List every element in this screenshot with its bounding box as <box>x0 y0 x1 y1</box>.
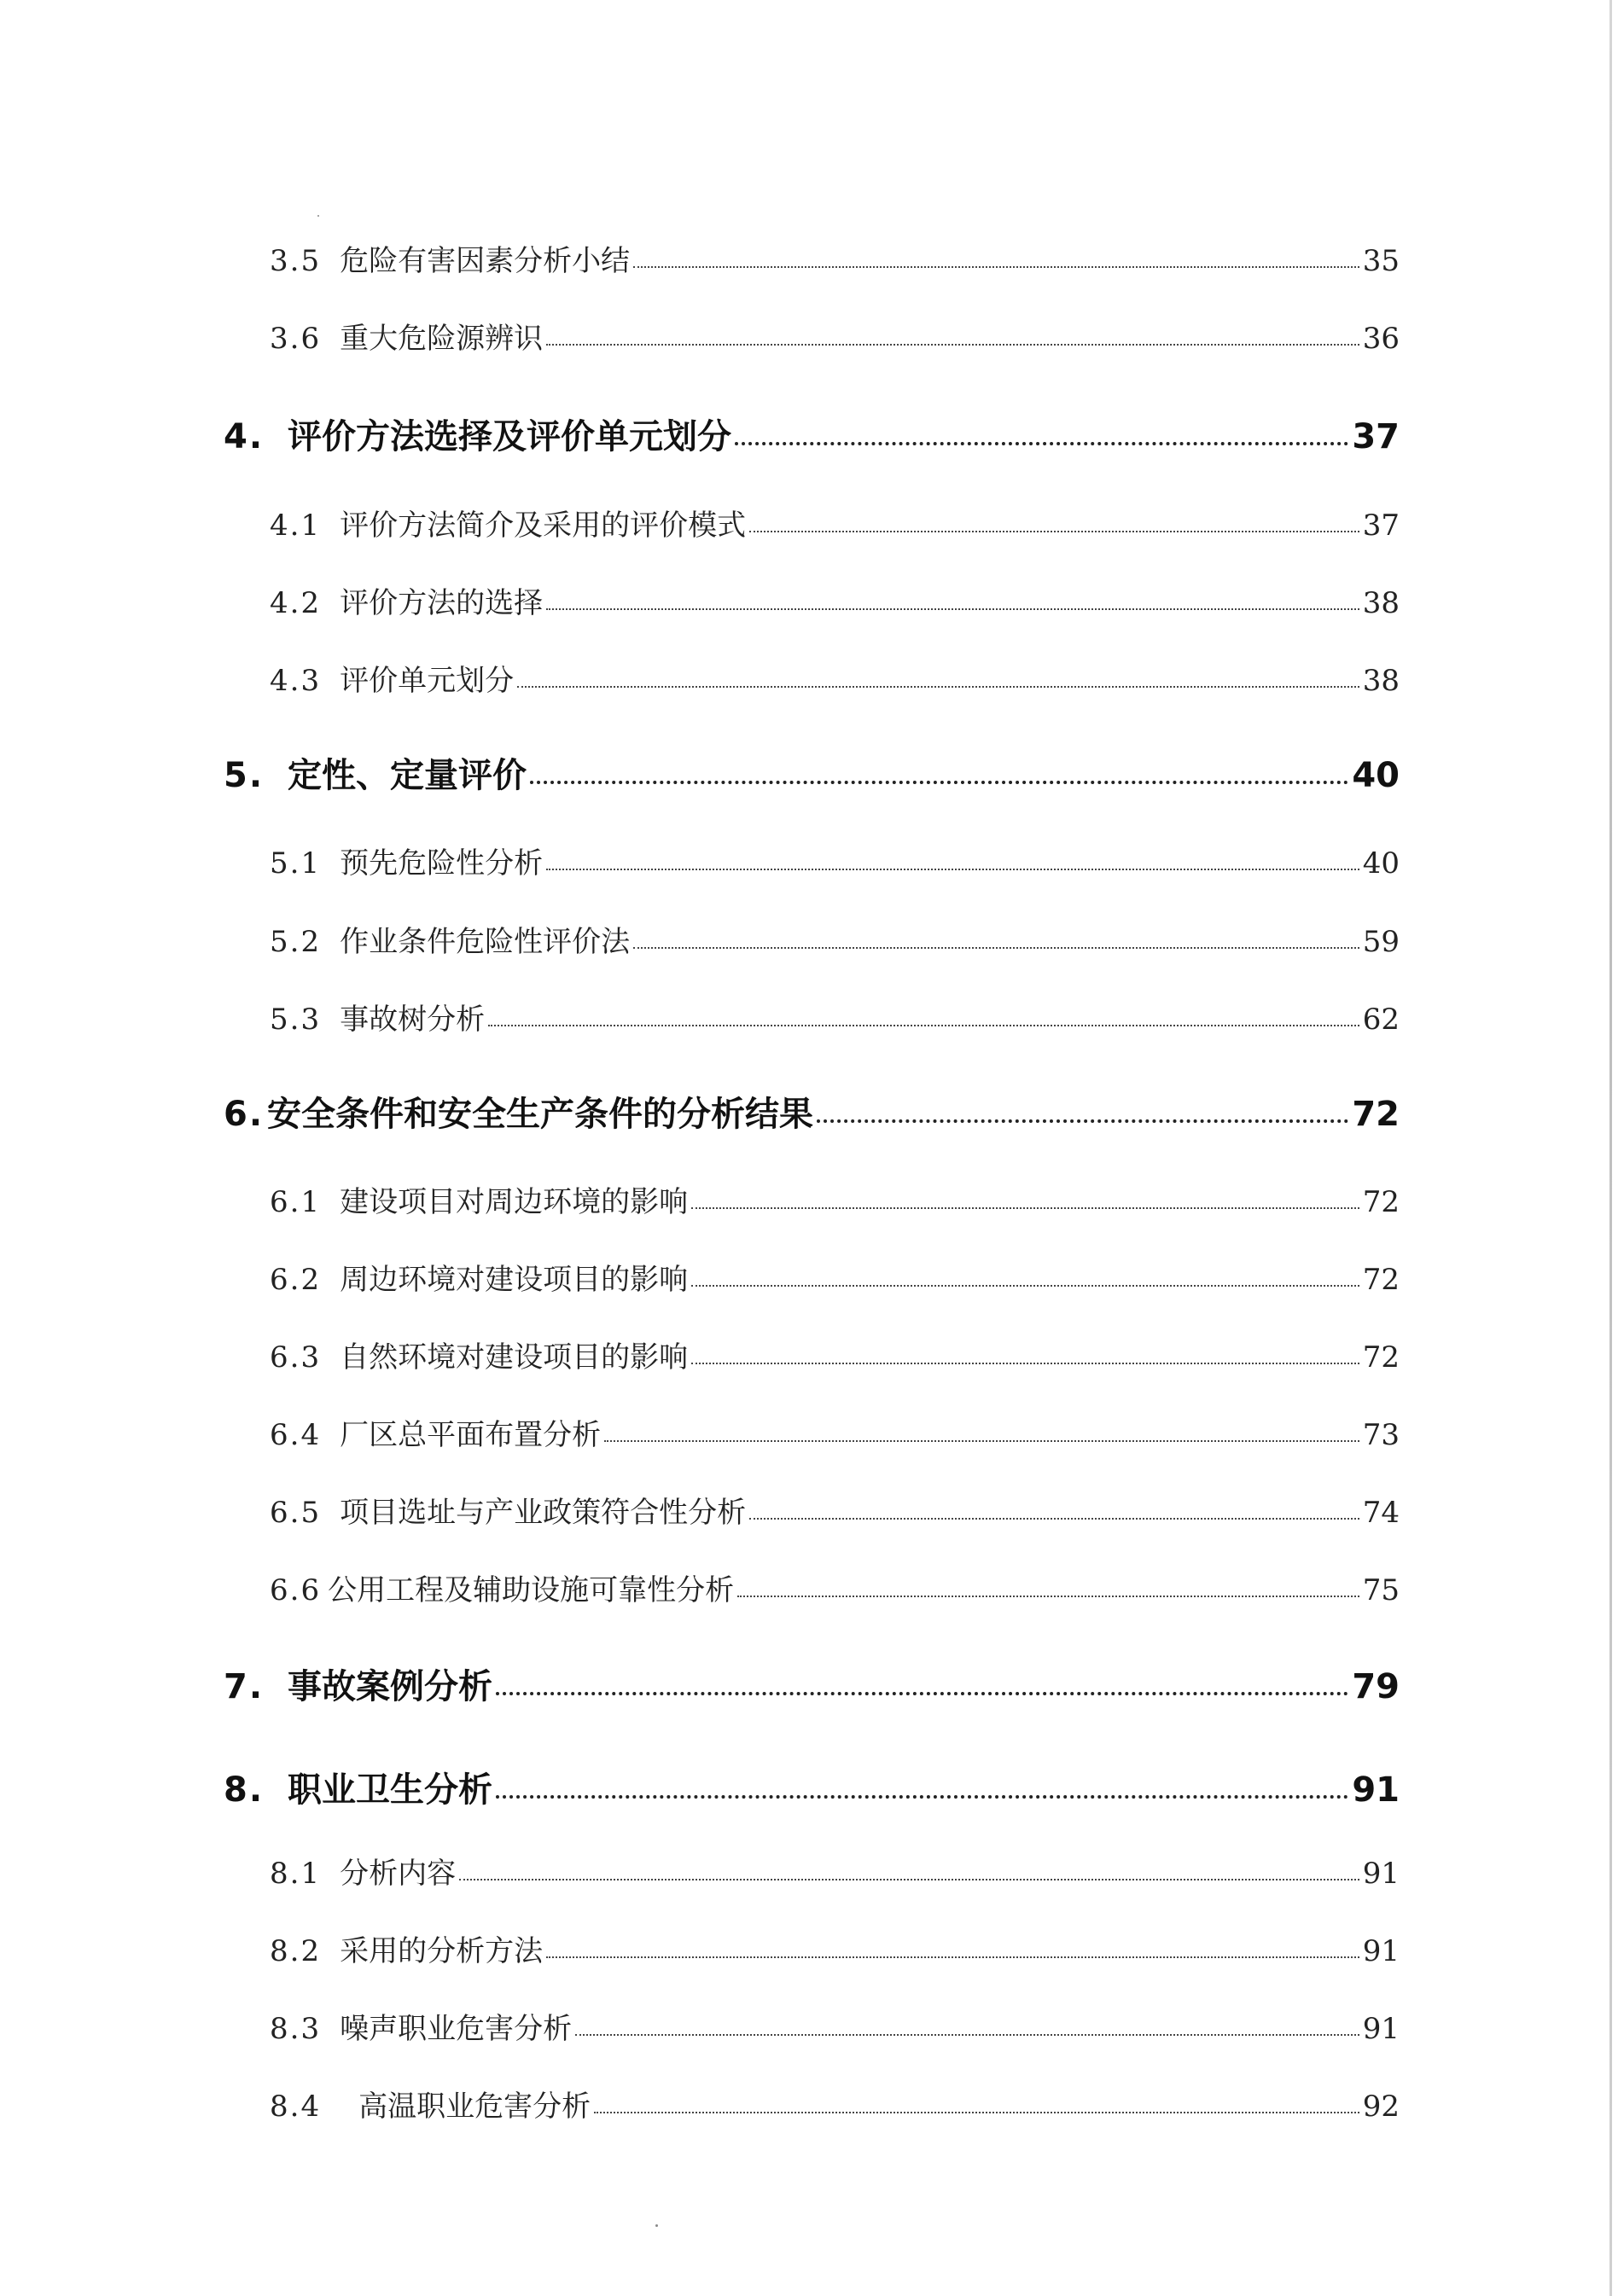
toc-chapter-title: 定性、定量评价 <box>288 756 527 795</box>
toc-entry-3-6[interactable] <box>270 315 1400 357</box>
toc-chapter-6[interactable] <box>224 1087 1400 1136</box>
toc-entry-number: 6.1 <box>270 1185 322 1219</box>
toc-entry-number: 8.1 <box>270 1857 322 1891</box>
toc-entry-title: 重大危险源辨识 <box>340 322 544 356</box>
toc-entry-6-2[interactable] <box>270 1256 1400 1298</box>
toc-entry-page: 91 <box>1362 1934 1400 1968</box>
toc-chapter-number: 5. <box>224 756 265 795</box>
toc-entry-number: 6.5 <box>270 1496 322 1530</box>
toc-entry-number: 6.4 <box>270 1418 322 1452</box>
toc-entry-number: 4.2 <box>270 586 322 620</box>
toc-entry-number: 8.2 <box>270 1934 322 1968</box>
toc-entry-page: 72 <box>1362 1185 1400 1219</box>
dot-leader <box>691 1285 1359 1287</box>
dot-leader <box>488 1025 1359 1026</box>
toc-entry-page: 75 <box>1362 1573 1400 1607</box>
toc-chapter-7[interactable] <box>224 1660 1400 1708</box>
toc-entry-page: 38 <box>1362 586 1400 620</box>
dot-leader <box>737 1596 1359 1597</box>
toc-entry-title: 噪声职业危害分析 <box>340 2012 573 2046</box>
toc-chapter-number: 6. <box>224 1095 265 1134</box>
toc-entry-title: 评价单元划分 <box>340 664 515 698</box>
toc-entry-3-5[interactable] <box>270 237 1400 279</box>
dot-leader <box>817 1119 1348 1123</box>
toc-entry-number: 6.6 <box>270 1573 322 1607</box>
toc-entry-title: 评价方法的选择 <box>340 586 544 620</box>
dot-leader <box>575 2034 1359 2036</box>
toc-entry-title: 厂区总平面布置分析 <box>340 1418 602 1452</box>
toc-chapter-4[interactable] <box>224 410 1400 458</box>
toc-chapter-number: 4. <box>224 417 265 456</box>
toc-entry-number: 3.6 <box>270 322 322 356</box>
dot-leader <box>749 531 1359 532</box>
dot-leader <box>546 869 1359 870</box>
toc-entry-number: 6.3 <box>270 1340 322 1375</box>
dot-leader <box>691 1363 1359 1364</box>
toc-chapter-page: 40 <box>1352 756 1400 795</box>
dot-leader <box>530 781 1348 784</box>
toc-entry-page: 91 <box>1362 2012 1400 2046</box>
toc-chapter-page: 79 <box>1352 1667 1400 1706</box>
dot-leader <box>604 1440 1359 1442</box>
toc-chapter-number: 7. <box>224 1667 265 1706</box>
toc-entry-number: 5.3 <box>270 1003 322 1037</box>
toc-chapter-page: 72 <box>1352 1095 1400 1134</box>
toc-entry-number: 4.3 <box>270 664 322 698</box>
toc-entry-title: 预先危险性分析 <box>340 846 544 881</box>
toc-entry-8-4[interactable] <box>270 2083 1400 2125</box>
toc-entry-number: 8.3 <box>270 2012 322 2046</box>
dot-leader <box>496 1692 1348 1695</box>
toc-entry-page: 72 <box>1362 1340 1400 1375</box>
dot-leader <box>546 1956 1359 1958</box>
toc-entry-8-2[interactable] <box>270 1927 1400 1969</box>
toc-entry-8-3[interactable] <box>270 2005 1400 2047</box>
toc-entry-page: 73 <box>1362 1418 1400 1452</box>
toc-entry-title: 采用的分析方法 <box>340 1934 544 1968</box>
toc-entry-page: 40 <box>1362 846 1400 881</box>
toc-entry-4-2[interactable] <box>270 579 1400 621</box>
dot-leader <box>691 1207 1359 1209</box>
toc-entry-6-5[interactable] <box>270 1489 1400 1531</box>
toc-chapter-number: 8. <box>224 1770 265 1810</box>
toc-entry-page: 91 <box>1362 1857 1400 1891</box>
dot-leader <box>496 1795 1348 1799</box>
dot-leader <box>517 686 1359 688</box>
toc-entry-title: 评价方法简介及采用的评价模式 <box>340 509 747 543</box>
toc-entry-page: 36 <box>1362 322 1400 356</box>
toc-entry-page: 35 <box>1362 244 1400 278</box>
toc-entry-number: 6.2 <box>270 1263 322 1297</box>
toc-entry-title: 分析内容 <box>340 1857 457 1891</box>
toc-entry-5-2[interactable] <box>270 918 1400 960</box>
toc-chapter-title: 安全条件和安全生产条件的分析结果 <box>267 1095 814 1134</box>
toc-entry-5-3[interactable] <box>270 996 1400 1038</box>
toc-entry-6-1[interactable] <box>270 1178 1400 1220</box>
toc-entry-5-1[interactable] <box>270 840 1400 881</box>
toc-entry-title: 周边环境对建设项目的影响 <box>340 1263 689 1297</box>
toc-entry-number: 8.4 <box>270 2090 322 2124</box>
toc-entry-page: 92 <box>1362 2090 1400 2124</box>
toc-entry-page: 37 <box>1362 509 1400 543</box>
toc-chapter-title: 事故案例分析 <box>288 1667 493 1706</box>
scan-speck <box>655 2224 658 2227</box>
toc-entry-number: 5.1 <box>270 846 322 881</box>
dot-leader <box>735 442 1348 445</box>
toc-entry-title: 建设项目对周边环境的影响 <box>340 1185 689 1219</box>
toc-entry-number: 5.2 <box>270 925 322 959</box>
toc-entry-title: 高温职业危害分析 <box>358 2090 591 2124</box>
toc-chapter-8[interactable] <box>224 1763 1400 1811</box>
toc-entry-title: 作业条件危险性评价法 <box>340 925 631 959</box>
toc-chapter-title: 评价方法选择及评价单元划分 <box>288 417 732 456</box>
toc-chapter-page: 91 <box>1352 1770 1400 1810</box>
scan-speck <box>317 215 319 217</box>
dot-leader <box>594 2112 1359 2113</box>
toc-entry-4-1[interactable] <box>270 502 1400 543</box>
toc-chapter-5[interactable] <box>224 748 1400 797</box>
toc-entry-number: 4.1 <box>270 509 322 543</box>
toc-entry-6-3[interactable] <box>270 1334 1400 1375</box>
toc-entry-title: 公用工程及辅助设施可靠性分析 <box>328 1573 735 1607</box>
dot-leader <box>633 266 1359 268</box>
toc-entry-title: 项目选址与产业政策符合性分析 <box>340 1496 747 1530</box>
toc-chapter-title: 职业卫生分析 <box>288 1770 493 1810</box>
dot-leader <box>546 608 1359 610</box>
toc-entry-page: 72 <box>1362 1263 1400 1297</box>
toc-entry-page: 74 <box>1362 1496 1400 1530</box>
dot-leader <box>459 1879 1359 1880</box>
toc-entry-title: 事故树分析 <box>340 1003 486 1037</box>
dot-leader <box>546 344 1359 346</box>
toc-entry-8-1[interactable] <box>270 1850 1400 1892</box>
toc-entry-6-6[interactable] <box>270 1567 1400 1608</box>
dot-leader <box>749 1518 1359 1520</box>
toc-entry-4-3[interactable] <box>270 657 1400 699</box>
toc-chapter-page: 37 <box>1352 417 1400 456</box>
toc-entry-6-4[interactable] <box>270 1411 1400 1453</box>
toc-entry-page: 38 <box>1362 664 1400 698</box>
toc-entry-page: 59 <box>1362 925 1400 959</box>
dot-leader <box>633 947 1359 949</box>
toc-entry-page: 62 <box>1362 1003 1400 1037</box>
toc-entry-number: 3.5 <box>270 244 322 278</box>
toc-entry-title: 危险有害因素分析小结 <box>340 244 631 278</box>
toc-entry-title: 自然环境对建设项目的影响 <box>340 1340 689 1375</box>
